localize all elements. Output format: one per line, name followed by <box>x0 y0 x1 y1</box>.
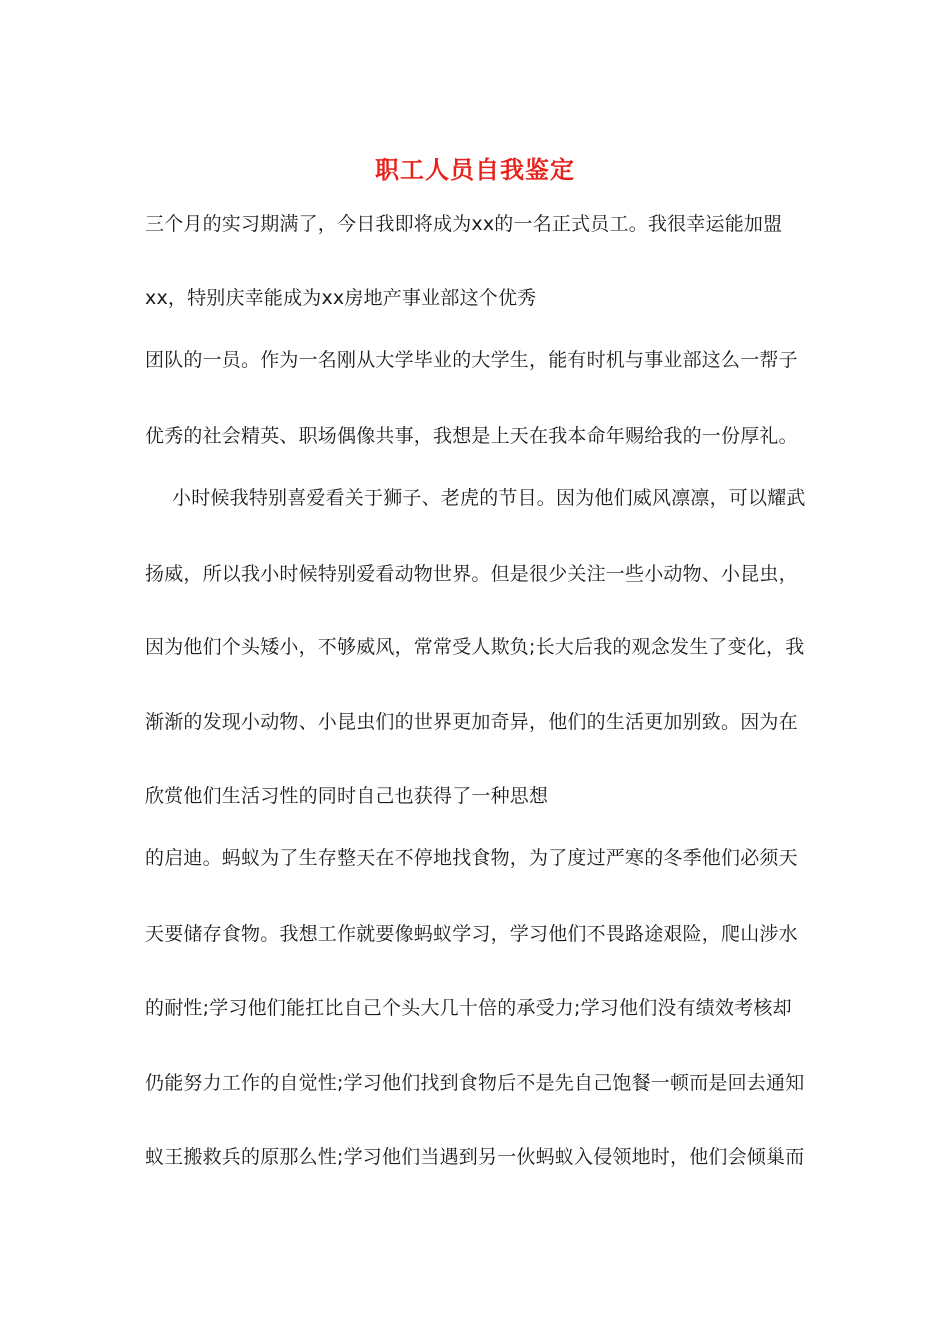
body-line-11: 天要储存食物。我想工作就要像蚂蚁学习，学习他们不畏路途艰险，爬山涉水 <box>145 923 798 945</box>
document-title: 职工人员自我鉴定 <box>375 155 575 184</box>
body-line-6: 扬威，所以我小时候特别爱看动物世界。但是很少关注一些小动物、小昆虫， <box>145 563 798 585</box>
body-line-13: 仍能努力工作的自觉性;学习他们找到食物后不是先自己饱餐一顿而是回去通知 <box>145 1072 805 1094</box>
body-line-2: xx，特别庆幸能成为xx房地产事业部这个优秀 <box>145 287 537 309</box>
body-line-9: 欣赏他们生活习性的同时自己也获得了一种思想 <box>145 785 549 807</box>
body-line-5: 小时候我特别喜爱看关于狮子、老虎的节目。因为他们威风凛凛，可以耀武 <box>172 487 806 509</box>
body-line-12: 的耐性;学习他们能扛比自己个头大几十倍的承受力;学习他们没有绩效考核却 <box>145 997 792 1019</box>
body-line-3: 团队的一员。作为一名刚从大学毕业的大学生，能有时机与事业部这么一帮子 <box>145 349 798 371</box>
body-line-10: 的启迪。蚂蚁为了生存整天在不停地找食物，为了度过严寒的冬季他们必须天 <box>145 847 798 869</box>
body-line-14: 蚁王搬救兵的原那么性;学习他们当遇到另一伙蚂蚁入侵领地时，他们会倾巢而 <box>145 1146 805 1168</box>
body-line-8: 渐渐的发现小动物、小昆虫们的世界更加奇异，他们的生活更加别致。因为在 <box>145 711 798 733</box>
body-line-1: 三个月的实习期满了，今日我即将成为xx的一名正式员工。我很幸运能加盟 <box>145 213 783 235</box>
body-line-7: 因为他们个头矮小，不够威风，常常受人欺负;长大后我的观念发生了变化，我 <box>145 636 805 658</box>
body-line-4: 优秀的社会精英、职场偶像共事，我想是上天在我本命年赐给我的一份厚礼。 <box>145 425 798 447</box>
